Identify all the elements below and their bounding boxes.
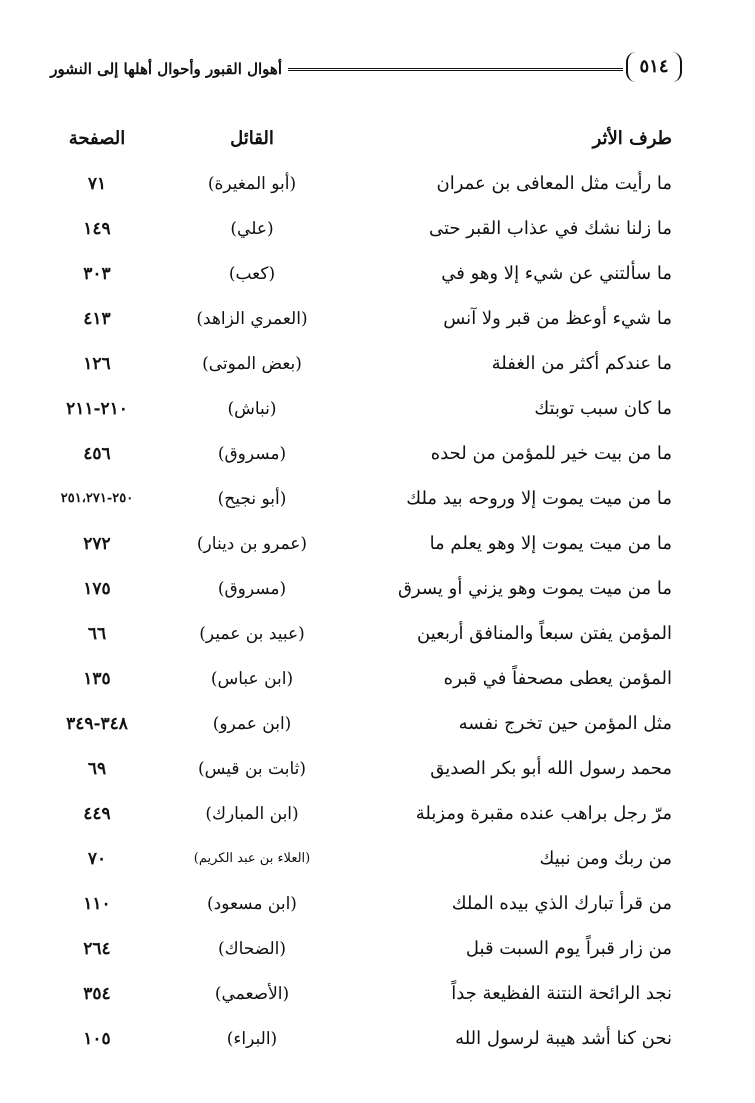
page-number: ٥١٤ [626,52,682,82]
cell-page: ١٤٩ [83,219,111,239]
cell-qail: (الضحاك) [217,939,287,959]
table-row [52,793,682,838]
table-row [52,433,682,478]
cell-athar: ما سألتني عن شيء إلا وهو في [441,263,672,284]
column-header-athar: طرف الأثر [592,128,672,149]
cell-athar: ما من بيت خير للمؤمن من لحده [430,443,672,464]
cell-page: ١٣٥ [83,669,111,689]
cell-qail: (مسروق) [217,579,287,599]
header-rule [288,68,623,71]
cell-page: ١٢٦ [83,354,111,374]
cell-qail: (البراء) [226,1029,278,1049]
cell-qail: (نباش) [227,399,277,419]
cell-page: ٧٠ [87,849,107,869]
cell-page: ٢١٠-٢١١ [66,399,128,419]
table-row [52,973,682,1018]
cell-page: ٢٧٢ [83,534,111,554]
cell-athar: ما من ميت يموت إلا وروحه بيد ملك [406,488,672,509]
running-title: أهوال القبور وأحوال أهلها إلى النشور [50,60,282,78]
table-row [52,478,682,523]
table-row [52,703,682,748]
table-row [52,928,682,973]
table-row [52,1018,682,1063]
cell-qail: (أبو نجيح) [217,489,287,509]
table-row [52,568,682,613]
cell-athar: نحن كنا أشد هيبة لرسول الله [455,1028,672,1049]
cell-athar: من زار قبراً يوم السبت قبل [465,938,672,959]
cell-qail: (علي) [230,219,274,239]
table-row [52,208,682,253]
table-row [52,298,682,343]
cell-page: ٧١ [87,174,107,194]
cell-athar: ما كان سبب توبتك [534,398,672,419]
table-row [52,658,682,703]
cell-page: ٢٥٠-٢٥١،٢٧١ [60,491,134,506]
cell-qail: (ثابت بن قيس) [197,759,306,779]
cell-qail: (عبيد بن عمير) [199,624,305,644]
cell-page: ٤١٣ [83,309,111,329]
cell-qail: (كعب) [228,264,276,284]
cell-athar: ما رأيت مثل المعافى بن عمران [436,173,672,194]
table-row [52,613,682,658]
table-row [52,748,682,793]
cell-qail: (العلاء بن عبد الكريم) [193,851,311,866]
cell-qail: (ابن مسعود) [207,894,297,914]
cell-athar: من ربك ومن نبيك [539,848,672,869]
table-row [52,838,682,883]
cell-page: ٤٥٦ [83,444,111,464]
table-row [52,388,682,433]
table-row [52,253,682,298]
cell-page: ٣٤٨-٣٤٩ [66,714,128,734]
cell-athar: المؤمن يفتن سبعاً والمنافق أربعين [417,623,672,644]
cell-page: ١٧٥ [83,579,111,599]
cell-athar: مرّ رجل براهب عنده مقبرة ومزبلة [415,803,672,824]
cell-page: ٢٦٤ [83,939,111,959]
cell-qail: (ابن المبارك) [205,804,299,824]
index-table [52,118,682,1063]
cell-athar: المؤمن يعطى مصحفاً في قبره [443,668,672,689]
cell-athar: محمد رسول الله أبو بكر الصديق [430,758,672,779]
cell-qail: (ابن عباس) [210,669,294,689]
cell-qail: (مسروق) [217,444,287,464]
cell-athar: نجد الرائحة النتنة الفظيعة جداً [451,983,672,1004]
cell-page: ١٠٥ [83,1029,111,1049]
cell-qail: (ابن عمرو) [212,714,292,734]
table-row [52,343,682,388]
column-header-page: الصفحة [68,128,126,149]
cell-athar: ما من ميت يموت وهو يزني أو يسرق [397,578,672,599]
table-row [52,883,682,928]
cell-qail: (أبو المغيرة) [207,174,297,194]
cell-page: ٦٦ [87,624,107,644]
cell-athar: ما عندكم أكثر من الغفلة [491,353,672,374]
table-body [52,163,682,1063]
cell-athar: مثل المؤمن حين تخرج نفسه [458,713,672,734]
running-header [52,50,682,90]
table-row [52,163,682,208]
cell-page: ٣٠٣ [83,264,111,284]
cell-athar: ما شيء أوعظ من قبر ولا آنس [443,308,672,329]
cell-page: ٤٤٩ [83,804,111,824]
cell-qail: (عمرو بن دينار) [196,534,308,554]
cell-page: ٦٩ [87,759,107,779]
cell-page: ٣٥٤ [83,984,111,1004]
table-row [52,523,682,568]
cell-athar: من قرأ تبارك الذي بيده الملك [451,893,672,914]
cell-qail: (العمري الزاهد) [196,309,308,329]
cell-athar: ما زلنا نشك في عذاب القبر حتى [428,218,672,239]
cell-athar: ما من ميت يموت إلا وهو يعلم ما [429,533,672,554]
column-header-qail: القائل [230,128,274,149]
cell-qail: (بعض الموتى) [202,354,302,374]
table-header-row [52,118,682,163]
cell-page: ١١٠ [83,894,111,914]
cell-qail: (الأصعمي) [214,984,290,1004]
